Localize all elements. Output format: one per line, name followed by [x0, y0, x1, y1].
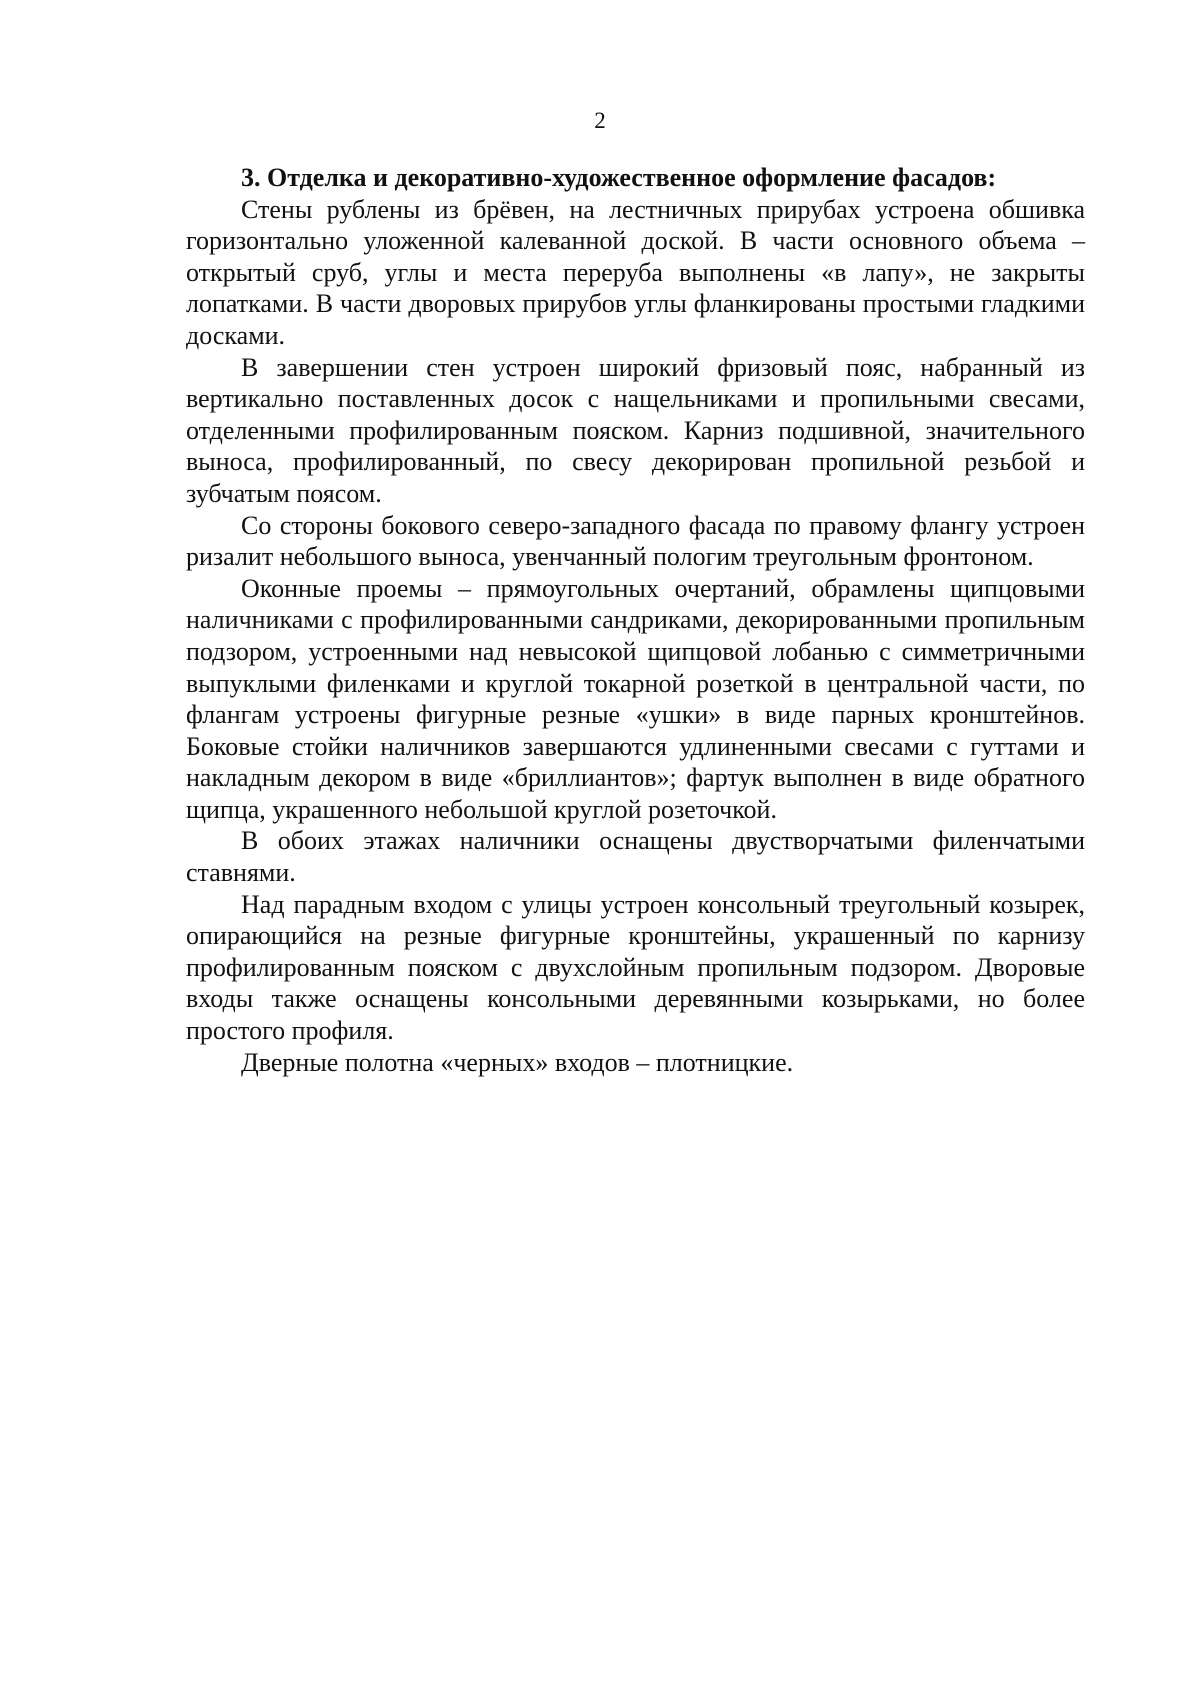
paragraph-shutters: В обоих этажах наличники оснащены двустворчатыми филенчатыми ставнями.	[186, 826, 1085, 888]
paragraph-window-openings: Оконные проемы – прямоугольных очертаний, обрамлены щипцовыми наличниками с профилированными сандриками, декорированными пропильным подзором, устроенными над невысокой щипцовой лобанью с симметричными выпуклыми филенками и круглой токарной розеткой в центральной части, по флангам устроены фигурные резные «ушки» в виде парных кронштейнов. Боковые стойки наличников завершаются удлиненными свесами с гуттами и накладным декором в виде «бриллиантов»; фартук выполнен в виде обратного щипца, украшенного небольшой круглой розеточкой.	[186, 573, 1085, 824]
paragraph-doors: Дверные полотна «черных» входов – плотницкие.	[241, 1047, 794, 1077]
paragraph-risalit: Со стороны бокового северо-западного фасада по правому флангу устроен ризалит небольшого выноса, увенчанный пологим треугольным фронтоном.	[186, 510, 1085, 572]
section-heading: 3. Отделка и декоративно-художественное оформление фасадов:	[241, 163, 997, 192]
document-body	[186, 162, 1085, 1078]
paragraph-entrance-canopy: Над парадным входом с улицы устроен консольный треугольный козырек, опирающийся на резные фигурные кронштейны, украшенный по карнизу профилированным пояском с двухслойным пропильным подзором. Дворовые входы также оснащены консольными деревянными козырьками, но более простого профиля.	[186, 889, 1085, 1046]
page-number: 2	[594, 108, 606, 133]
paragraph-walls: Стены рублены из брёвен, на лестничных прирубах устроена обшивка горизонтально уложенной калеванной доской. В части основного объема – открытый сруб, углы и места переруба выполнены «в лапу», не закрыты лопатками. В части дворовых прирубов углы фланкированы простыми гладкими досками.	[186, 194, 1085, 350]
paragraph-frieze-cornice: В завершении стен устроен широкий фризовый пояс, набранный из вертикально поставленных досок с нащельниками и пропильными свесами, отделенными профилированным пояском. Карниз подшивной, значительного выноса, профилированный, по свесу декорирован пропильной резьбой и зубчатым поясом.	[186, 352, 1085, 508]
